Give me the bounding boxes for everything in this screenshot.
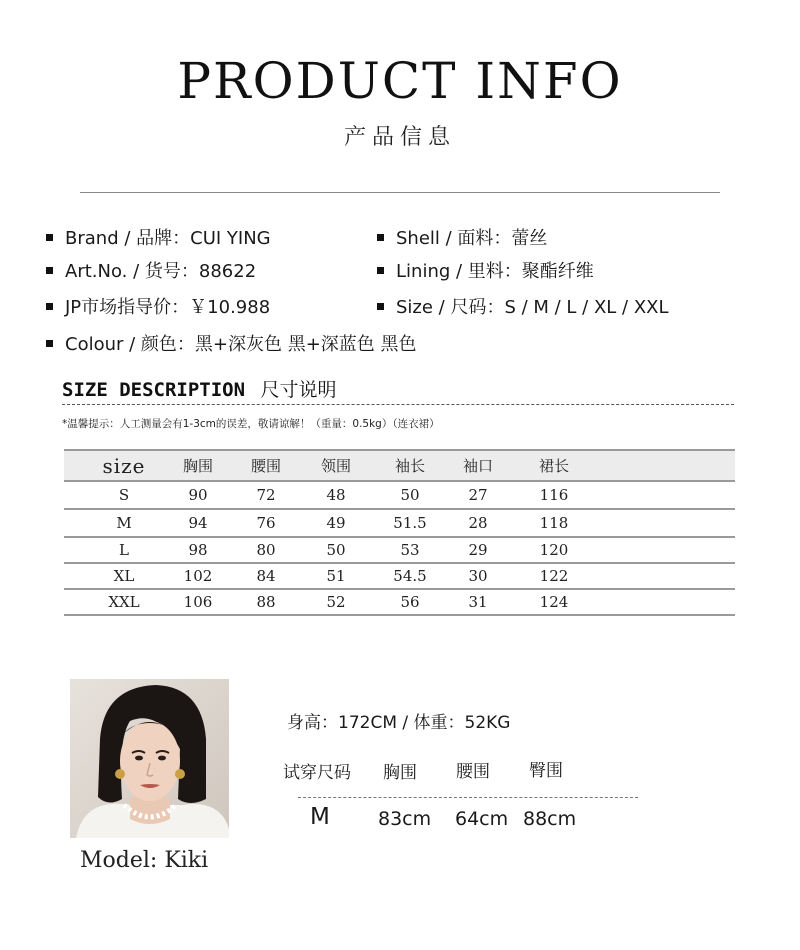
bullet-icon: [377, 267, 384, 274]
info-shell: [377, 224, 547, 250]
fit-header-size: 试穿尺码: [283, 763, 351, 783]
cell-collar: 51: [326, 567, 346, 585]
fit-value-bust: 83cm: [378, 808, 432, 830]
cell-sleeve-length: 53: [400, 541, 420, 559]
info-art-no-text: Art.No. / 货号：88622: [65, 261, 257, 282]
fit-header-waist: 腰围: [456, 762, 490, 782]
page-subtitle: 产品信息: [343, 125, 456, 150]
cell-waist: 88: [256, 593, 276, 611]
bullet-icon: [46, 303, 53, 310]
model-photo: [70, 679, 229, 838]
cell-cuff: 28: [468, 514, 488, 532]
bullet-icon: [46, 267, 53, 274]
size-section-divider: [62, 404, 734, 405]
header-size: size: [102, 453, 146, 478]
cell-collar: 49: [326, 514, 346, 532]
table-row: [64, 538, 735, 564]
header-waist: 腰围: [250, 457, 281, 475]
header-sleeve-length: 袖长: [394, 457, 425, 475]
info-size: [377, 293, 669, 319]
info-brand-text: Brand / 品牌：CUI YING: [65, 228, 271, 249]
cell-size: L: [119, 541, 129, 559]
table-row: [64, 590, 735, 616]
table-row: [64, 482, 735, 510]
cell-size: S: [118, 486, 130, 504]
model-name-label: Model: Kiki: [80, 848, 209, 873]
info-brand: [46, 224, 271, 250]
cell-dress-length: 124: [539, 593, 569, 611]
size-heading-en: SIZE DESCRIPTION: [62, 379, 246, 401]
cell-bust: 94: [188, 514, 208, 532]
cell-bust: 98: [188, 541, 208, 559]
header-collar: 领围: [320, 457, 351, 475]
info-price-text: JP市场指导价：￥10.988: [65, 297, 271, 318]
cell-sleeve-length: 54.5: [393, 567, 427, 585]
cell-size: XXL: [108, 593, 140, 611]
table-row: [64, 510, 735, 538]
header-cuff: 袖口: [462, 457, 493, 475]
fit-divider: [298, 797, 638, 798]
info-lining: [377, 257, 594, 283]
bullet-icon: [46, 234, 53, 241]
info-lining-text: Lining / 里料：聚酯纤维: [396, 261, 594, 282]
cell-waist: 84: [256, 567, 276, 585]
cell-sleeve-length: 51.5: [393, 514, 427, 532]
fit-value-waist: 64cm: [455, 808, 509, 830]
fit-header-hip: 臀围: [529, 761, 563, 781]
size-table-header: [64, 449, 735, 482]
info-price: [46, 293, 270, 319]
header-dress-length: 裙长: [538, 457, 569, 475]
info-art-no: [46, 257, 256, 283]
model-stats: 身高：172CM / 体重：52KG: [287, 713, 511, 733]
cell-cuff: 29: [468, 541, 488, 559]
cell-collar: 52: [326, 593, 346, 611]
bullet-icon: [46, 340, 53, 347]
header-divider: [80, 192, 720, 193]
cell-dress-length: 116: [539, 486, 569, 504]
model-portrait-image: [70, 679, 229, 838]
cell-bust: 106: [183, 593, 213, 611]
cell-collar: 50: [326, 541, 346, 559]
fit-value-hip: 88cm: [523, 808, 577, 830]
page-title: PRODUCT INFO: [177, 52, 623, 110]
fit-value-size: M: [310, 804, 330, 830]
bullet-icon: [377, 234, 384, 241]
cell-sleeve-length: 50: [400, 486, 420, 504]
table-row: [64, 564, 735, 590]
cell-cuff: 30: [468, 567, 488, 585]
cell-dress-length: 122: [539, 567, 569, 585]
cell-sleeve-length: 56: [400, 593, 420, 611]
info-size-text: Size / 尺码：S / M / L / XL / XXL: [396, 297, 669, 318]
cell-cuff: 27: [468, 486, 488, 504]
size-section-heading: [62, 375, 337, 402]
cell-waist: 76: [256, 514, 276, 532]
cell-bust: 102: [183, 567, 213, 585]
info-colour: [46, 330, 417, 356]
size-table: [64, 449, 735, 616]
cell-size: XL: [113, 567, 135, 585]
measurement-note: *温馨提示：人工测量会有1-3cm的误差，敬请谅解！（重量：0.5kg）（连衣裙）: [62, 418, 440, 430]
size-heading-cn: 尺寸说明: [260, 379, 337, 401]
cell-collar: 48: [326, 486, 346, 504]
cell-bust: 90: [188, 486, 208, 504]
cell-waist: 72: [256, 486, 276, 504]
cell-cuff: 31: [468, 593, 488, 611]
fit-header-bust: 胸围: [383, 763, 417, 783]
cell-size: M: [116, 514, 132, 532]
info-shell-text: Shell / 面料：蕾丝: [396, 228, 548, 249]
cell-dress-length: 120: [539, 541, 569, 559]
header-bust: 胸围: [182, 457, 213, 475]
cell-dress-length: 118: [539, 514, 569, 532]
info-colour-text: Colour / 颜色：黑+深灰色 黑+深蓝色 黑色: [65, 334, 417, 355]
cell-waist: 80: [256, 541, 276, 559]
size-table-body: [64, 482, 735, 616]
bullet-icon: [377, 303, 384, 310]
